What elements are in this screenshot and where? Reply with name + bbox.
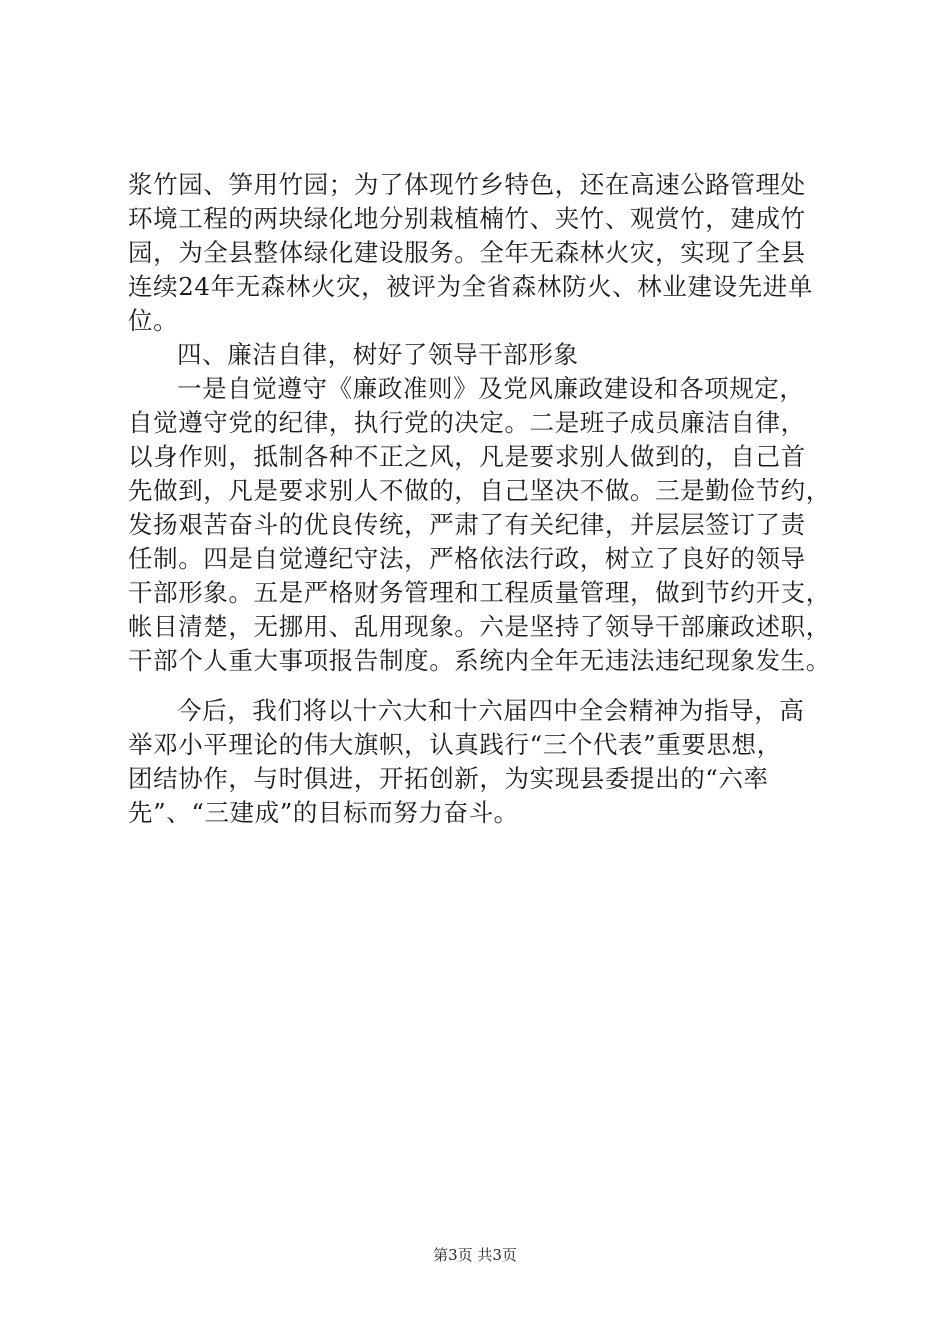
text-line: 帐目清楚，无挪用、乱用现象。六是坚持了领导干部廉政述职， [128, 612, 831, 641]
section-heading: 四、廉洁自律，树好了领导干部形象 [177, 340, 579, 369]
text-line: 发扬艰苦奋斗的优良传统，严肃了有关纪律，并层层签订了责 [128, 510, 806, 539]
page-number-footer: 第3页 共3页 [433, 1246, 517, 1264]
text-line: 团结协作，与时俱进，开拓创新，为实现县委提出的“六率 [128, 764, 769, 793]
text-line: 浆竹园、笋用竹园；为了体现竹乡特色，还在高速公路管理处 [128, 170, 806, 199]
text-line: 今后，我们将以十六大和十六届四中全会精神为指导，高 [177, 696, 805, 725]
text-line: 连续24年无森林火灾，被评为全省森林防火、林业建设先进单 [128, 272, 813, 301]
text-line: 园，为全县整体绿化建设服务。全年无森林火灾，实现了全县 [128, 238, 806, 267]
text-line: 位。 [128, 306, 179, 335]
text-line: 自觉遵守党的纪律，执行党的决定。二是班子成员廉洁自律， [128, 408, 806, 437]
text-line: 先做到，凡是要求别人不做的，自己坚决不做。三是勤俭节约， [128, 476, 831, 505]
text-line: 以身作则，抵制各种不正之风，凡是要求别人做到的，自己首 [128, 442, 806, 471]
text-line: 一是自觉遵守《廉政准则》及党风廉政建设和各项规定， [177, 374, 805, 403]
text-line: 干部形象。五是严格财务管理和工程质量管理，做到节约开支， [128, 578, 831, 607]
text-line: 环境工程的两块绿化地分别栽植楠竹、夹竹、观赏竹，建成竹 [128, 204, 806, 233]
text-line: 举邓小平理论的伟大旗帜，认真践行“三个代表”重要思想， [128, 730, 782, 759]
text-line: 任制。四是自觉遵纪守法，严格依法行政，树立了良好的领导 [128, 544, 806, 573]
text-line: 先”、“三建成”的目标而努力奋斗。 [128, 798, 519, 827]
text-line: 干部个人重大事项报告制度。系统内全年无违法违纪现象发生。 [128, 646, 831, 675]
